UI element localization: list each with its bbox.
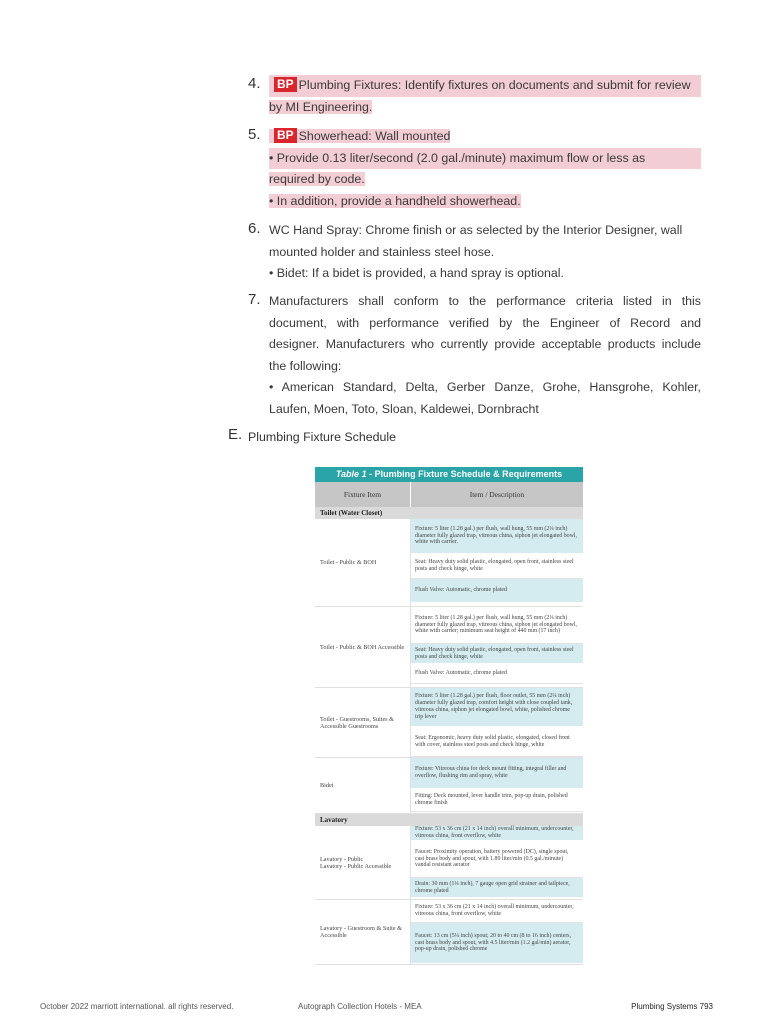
item-number: 4. (248, 75, 261, 92)
section-letter: E. (228, 426, 243, 443)
description-cell: Fixture: 5 liter (1.28 gal.) per flush, wall hung, 55 mm (2¼ inch) diameter fully glazed trap, vitreous china, siphon jet elongated bowl, white with carrier; minimum seat height of 440 mm (17 inch) (411, 607, 583, 644)
description-cell: Faucet: Proximity operation, battery powered (DC), single spout, cast brass body and spout, with 1.89 liter/min (0.5 gal./minute) vandal resistant aerator (411, 841, 583, 878)
item-line: • Bidet: If a bidet is provided, a hand spray is optional. (269, 266, 565, 280)
item-line: by MI Engineering. (269, 99, 373, 114)
fixture-schedule-table (315, 467, 583, 953)
bp-badge: BP (274, 77, 297, 92)
table-row (315, 758, 583, 814)
item-line: document, with performance verified by the Engineer of Record and (269, 315, 701, 330)
description-cell: Fixture: 5 liter (1.28 gal.) per flush, wall hung, 55 mm (2¼ inch) diameter fully glazed trap, vitreous china, siphon jet elongated bowl, white with carrier. (411, 519, 583, 554)
item-line: BP Showerhead: Wall mounted (269, 129, 450, 143)
fixture-item-name: Toilet - Public & BOH Accessible (315, 607, 411, 687)
fixture-item-name: Lavatory - Public Lavatory - Public Accessible (315, 826, 411, 899)
item-line: mounted holder and stainless steel hose. (269, 244, 495, 259)
description-cell: Fixture: 5 liter (1.28 gal.) per flush, floor outlet, 55 mm (2¼ inch) diameter fully glazed trap, comfort height with close coupled tank, vitreous china, siphon jet elongated bowl, white, polished chrome trip lever (411, 688, 583, 727)
table-row (315, 519, 583, 607)
fixture-item-name: Bidet (315, 758, 411, 813)
description-cell: Flush Valve: Automatic, chrome plated (411, 579, 583, 603)
item-line: required by code. (269, 172, 365, 186)
description-cell: Fitting: Deck mounted, lever handle trim, pop-up drain, polished chrome finish (411, 789, 583, 812)
table-section-header: Toilet (Water Closet) (315, 507, 583, 519)
section-heading: Plumbing Fixture Schedule (248, 430, 397, 444)
fixture-item-name: Toilet - Guestrooms, Suites & Accessible Guestrooms (315, 688, 411, 757)
description-cell: Fixture: 53 x 36 cm (21 x 14 inch) overall minimum, undercounter, vitreous china, front overflow, white (411, 826, 583, 841)
item-line: Manufacturers shall conform to the performance criteria listed in this (269, 294, 701, 308)
column-header-fixture-item: Fixture Item (315, 482, 411, 507)
table-row (315, 826, 583, 900)
description-cell: Drain: 30 mm (1¼ inch), 7 gauge open grid strainer and tailpiece, chrome plated (411, 878, 583, 898)
table-title (315, 467, 583, 482)
item-number: 6. (248, 220, 261, 237)
footer-copyright: October 2022 marriott international. all rights reserved. (40, 1002, 234, 1011)
description-cell: Seat: Heavy duty solid plastic, elongated, open front, stainless steel posts and check hinge, white (411, 644, 583, 664)
item-line: designer. Manufacturers who currently provide acceptable products include (269, 337, 701, 351)
table-title-text: - Plumbing Fixture Schedule & Requirements (366, 469, 563, 479)
table-section-header: Lavatory (315, 814, 583, 826)
bp-badge: BP (274, 128, 297, 143)
fixture-item-name: Toilet - Public & BOH (315, 519, 411, 606)
item-number: 5. (248, 126, 261, 143)
table-number: Table 1 (335, 469, 367, 479)
item-line: BP Plumbing Fixtures: Identify fixtures on documents and submit for review (269, 75, 701, 97)
description-cell: Fixture: Vitreous china for deck mount fitting, integral filler and overflow, flushing rim and spray, white (411, 758, 583, 789)
item-line: WC Hand Spray: Chrome finish or as selected by the Interior Designer, wall (269, 223, 683, 237)
description-cell: Seat: Heavy duty solid plastic, elongated, open front, stainless steel posts and check hinge, white (411, 554, 583, 579)
item-line: • In addition, provide a handheld showerhead. (269, 193, 521, 208)
item-number: 7. (248, 291, 261, 308)
item-line: • Provide 0.13 liter/second (2.0 gal./minute) maximum flow or less as (269, 148, 701, 170)
footer-page-number: Plumbing Systems 793 (631, 1002, 713, 1011)
column-header-description: Item / Description (469, 490, 525, 499)
description-cell: Flush Valve: Automatic, chrome plated (411, 664, 583, 684)
fixture-item-name: Lavatory - Guestroom & Suite & Accessible (315, 900, 411, 964)
table-row (315, 607, 583, 688)
table-header-row (315, 482, 583, 507)
item-body (269, 75, 701, 118)
item-line: • American Standard, Delta, Gerber Danze, Grohe, Hansgrohe, Kohler, (269, 380, 701, 394)
item-body (269, 220, 701, 285)
table-row (315, 900, 583, 965)
footer-brand: Autograph Collection Hotels - MEA (298, 1002, 422, 1011)
description-cell: Faucet: 13 cm (5¼ inch) spout; 20 to 40 cm (8 to 16 inch) centers, cast brass body and spout, with 4.5 liter/min (1.2 gal/min) aerator, pop-up drain, polished chrome (411, 923, 583, 964)
item-line: the following: (269, 358, 342, 373)
description-cell: Seat: Ergonomic, heavy duty solid plastic, elongated, closed front with cover, stainless steel posts and check hinge, white (411, 727, 583, 757)
table-row (315, 688, 583, 758)
description-cell: Fixture: 53 x 36 cm (21 x 14 inch) overall minimum, undercounter, vitreous china, front overflow, white (411, 900, 583, 923)
item-line: Laufen, Moen, Toto, Sloan, Kaldewei, Dornbracht (269, 401, 539, 416)
item-body (269, 291, 701, 420)
item-body (269, 126, 701, 212)
